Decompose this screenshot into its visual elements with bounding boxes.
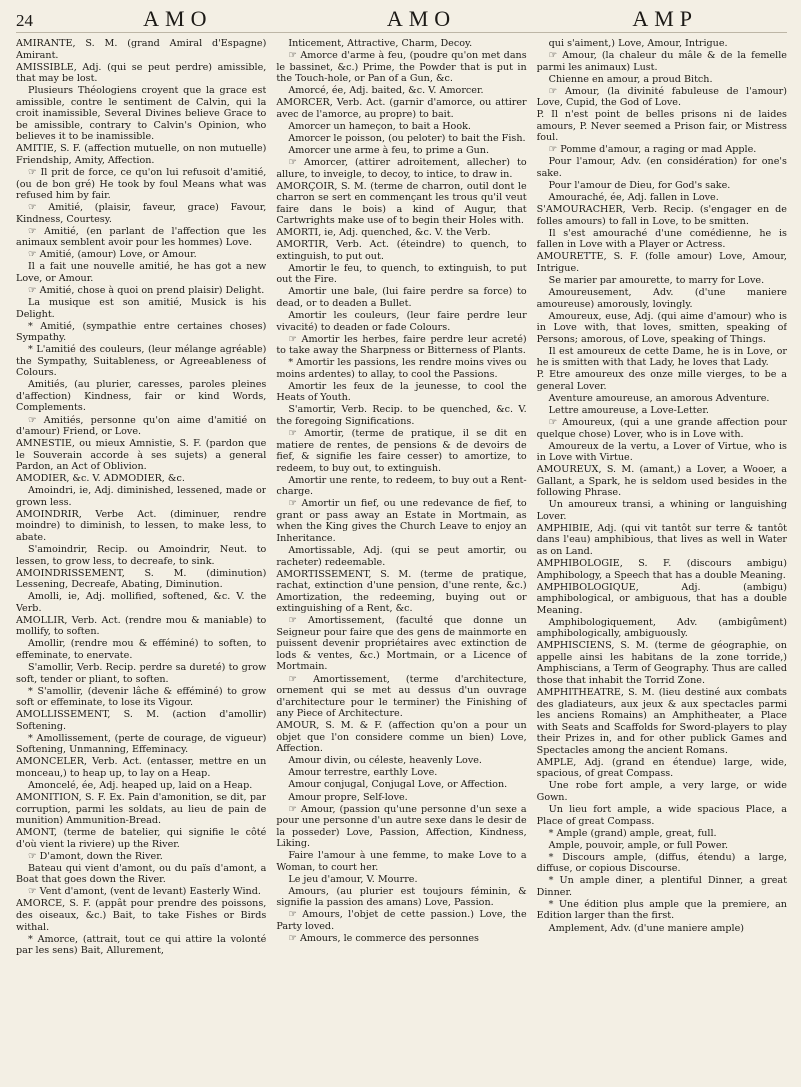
dictionary-entry: AMIRANTE, S. M. (grand Amiral d'Espagne) Amirant. [16,38,267,61]
dictionary-entry: * Discours ample, (diffus, étendu) a large, diffuse, or copious Discourse. [536,851,787,875]
column-left [16,38,266,1083]
dictionary-entry: AMORCE, S. F. (appât pour prendre des poissons, des oiseaux, &c.) Bait, to take Fishes or Birds withal. [16,898,267,933]
page-header [16,6,787,33]
page-number: 24 [16,11,33,30]
dictionary-entry: Amortir les couleurs, (leur faire perdre leur vivacité) to deaden or fade Colours. [276,310,527,333]
dictionary-entry: * S'amollir, (devenir lâche & efféminé) to grow soft or effeminate, to lose its Vigour. [16,685,267,709]
dictionary-entry: AMORÇOIR, S. M. (terme de charron, outil dont le charron se sert en commençant les trous qu'il veut faire dans le bois) a kind of Augur, that Cartwrights make use of to begin their Holes with. [276,180,527,227]
dictionary-entry: ☞ Amortissement, (terme d'architecture, ornement qui se met au dessus d'un ouvrage d'architecture pour le terminer) the Finishing of any Piece of Architecture. [276,673,527,720]
dictionary-entry: AMORTISSEMENT, S. M. (terme de pratique, rachat, extinction d'une pension, d'une rente, &c.) Amortization, the redeeming, buying out or extinguishing of a Rent, &c. [276,568,527,615]
dictionary-entry: Un amoureux transi, a whining or languishing Lover. [536,499,787,522]
dictionary-entry: AMONT, (terme de batelier, qui signifie le côté d'où vient la riviere) up the River. [16,827,267,850]
dictionary-entry: Amour divin, ou céleste, heavenly Love. [288,755,482,767]
dictionary-entry: AMODIER, &c. V. ADMODIER, &c. [16,473,185,485]
dictionary-entry: AMNESTIE, ou mieux Amnistie, S. F. (pardon que le Souverain accorde à ses sujets) a general Pardon, an Act of Oblivion. [16,438,267,473]
dictionary-entry: ☞ D'amont, down the River. [28,850,163,862]
dictionary-entry: Amplement, Adv. (d'une maniere ample) [548,922,745,934]
dictionary-entry: ☞ Pomme d'amour, a raging or mad Apple. [548,144,757,156]
dictionary-entry: Amortir une bale, (lui faire perdre sa force) to dead, or to deaden a Bullet. [276,286,527,310]
dictionary-entry: ☞ Amitié, (amour) Love, or Amour. [28,249,197,261]
dictionary-entry: S'amortir, Verb. Recip. to be quenched, &c. V. the foregoing Significations. [276,404,527,427]
dictionary-entry: Amours, (au plurier est toujours féminin, & signifie la passion des amans) Love, Passion. [276,885,527,909]
dictionary-entry: Aventure amoureuse, an amorous Adventure. [548,392,770,404]
dictionary-entry: Il est amoureux de cette Dame, he is in Love, or he is smitten with that Lady, he loves that Lady. [536,345,787,369]
dictionary-entry: Lettre amoureuse, a Love-Letter. [548,404,709,416]
dictionary-entry: Amorcé, ée, Adj. baited, &c. V. Amorcer. [288,85,484,97]
dictionary-entry: Amoncelé, ée, Adj. heaped up, laid on a Heap. [28,779,253,791]
dictionary-entry: Une robe fort ample, a very large, or wide Gown. [536,780,787,803]
dictionary-entry: ☞ Amitié, (en parlant de l'affection que les animaux semblent avoir pour les hommes) Love. [16,225,267,249]
dictionary-entry: Faire l'amour à une femme, to make Love to a Woman, to court her. [276,850,527,873]
dictionary-entry: Amollir, (rendre mou & efféminé) to soften, to effeminate, to enervate. [16,638,267,661]
dictionary-entry: Amoindri, ie, Adj. diminished, lessened, made or grown less. [16,485,267,508]
dictionary-entry: P. Il n'est point de belles prisons ni de laides amours, P. Never seemed a Prison fair, or Mistress foul. [536,109,787,144]
dictionary-entry: S'amollir, Verb. Recip. perdre sa dureté) to grow soft, tender or pliant, to soften. [16,661,267,685]
dictionary-entry: * Amollissement, (perte de courage, de vigueur) Softening, Unmanning, Effeminacy. [16,732,267,756]
dictionary-entry: * L'amitié des couleurs, (leur mélange agréable) the Sympathy, Suitableness, or Agreeableness of Colours. [16,344,267,379]
dictionary-entry: ☞ Amortir les herbes, faire perdre leur acreté) to take away the Sharpness or Bitterness of Plants. [276,333,527,357]
dictionary-entry: Il a fait une nouvelle amitié, he has got a new Love, or Amour. [16,261,267,284]
dictionary-entry: Amolli, ie, Adj. mollified, softened, &c. V. the Verb. [16,591,267,614]
dictionary-entry: ☞ Vent d'amont, (vent de levant) Easterly Wind. [28,886,261,898]
running-head-1: AMO [143,6,213,31]
dictionary-entry: ☞ Amortissement, (faculté que donne un Seigneur pour faire que des gens de mainmorte en puissent devenir propriétaires avec extinction de lods & ventes, &c.) Mortmain, or a Licence of Mortmain. [276,615,527,673]
dictionary-entry: Se marier par amourette, to marry for Love. [548,274,765,286]
dictionary-entry: ☞ Amours, l'objet de cette passion.) Love, the Party loved. [276,909,527,933]
dictionary-entry: * Ample (grand) ample, great, full. [548,827,717,839]
column-right [537,38,787,1083]
dictionary-entry: ☞ Amitiés, personne qu'on aime d'amitié on d'amour) Friend, or Love. [16,414,267,438]
dictionary-entry: ☞ Amour, (la divinité fabuleuse de l'amour) Love, Cupid, the God of Love. [536,85,787,109]
dictionary-entry: Amitiés, (au plurier, caresses, paroles pleines d'affection) Kindness, fair or kind Words, Complements. [16,379,267,414]
dictionary-entry: AMPHITHEATRE, S. M. (lieu destiné aux combats des gladiateurs, aux jeux & aux spectacles parmi les anciens Romains) an Amphitheater, a Place with Seats and Scaffolds for Sword-players to play their Prizes in, and for other publick Games and Spectacles among the ancient Romans. [536,687,787,756]
dictionary-entry: AMOLLISSEMENT, S. M. (action d'amollir) Softening. [16,709,267,732]
dictionary-entry: Amphibologiquement, Adv. (ambigûment) amphibologically, ambiguously. [536,616,787,640]
dictionary-entry: Il s'est amouraché d'une comédienne, he is fallen in Love with a Player or Actress. [536,227,787,251]
running-head-3: AMP [632,6,699,31]
dictionary-entry: Ample, pouvoir, ample, or full Power. [548,839,729,851]
dictionary-entry: Amour terrestre, earthly Love. [288,767,438,779]
dictionary-entry: Amorcer le poisson, (ou peloter) to bait the Fish. [288,132,526,144]
dictionary-entry: AMORTI, ie, Adj. quenched, &c. V. the Verb. [276,227,491,239]
dictionary-entry: AMOURETTE, S. F. (folle amour) Love, Amour, Intrigue. [536,251,787,274]
dictionary-entry: AMOUREUX, S. M. (amant,) a Lover, a Wooer, a Gallant, a Spark, he is seldom used besides in the following Phrase. [536,464,787,499]
dictionary-entry: * Amorce, (attrait, tout ce qui attire la volonté par les sens) Bait, Allurement, [16,933,267,957]
dictionary-entry: ☞ Il prit de force, ce qu'on lui refusoit d'amitié, (ou de bon gré) He took by foul Means what was refused him by fair. [16,167,267,202]
dictionary-entry: Amorcer une arme à feu, to prime a Gun. [288,144,490,156]
dictionary-entry: ☞ Amortir, (terme de pratique, il se dit en matiere de rentes, de pensions & de devoirs de fief, & signifie les faire cesser) to amortize, to redeem, to buy out, to extinguish. [276,428,527,474]
dictionary-entry: Amour propre, Self-love. [288,791,408,803]
dictionary-entry: Amortir une rente, to redeem, to buy out a Rent-charge. [276,474,527,498]
dictionary-entry: ☞ Amours, le commerce des personnes [288,933,479,945]
dictionary-entry: AMONITION, S. F. Ex. Pain d'amonition, se dit, par corruption, parmi les soldats, au lieu de pain de munition) Ammunition-Bread. [16,792,267,827]
dictionary-entry: ☞ Amour, (la chaleur du mâle & de la femelle parmi les animaux) Lust. [536,50,787,73]
dictionary-entry: * Amortir les passions, les rendre moins vives ou moins ardentes) to allay, to cool the Passions. [276,357,527,380]
dictionary-entry: ☞ Amitié, (plaisir, faveur, grace) Favour, Kindness, Courtesy. [16,202,267,225]
dictionary-entry: AMORCER, Verb. Act. (garnir d'amorce, ou attirer avec de l'amorce, au propre) to bait. [276,97,527,120]
dictionary-entry: * Une édition plus ample que la premiere, an Edition larger than the first. [536,898,787,922]
dictionary-entry: AMPHIBIE, Adj. (qui vit tantôt sur terre & tantôt dans l'eau) amphibious, that lives as well in Water as on Land. [536,522,787,558]
dictionary-entry: Le jeu d'amour, V. Mourre. [288,873,418,885]
dictionary-entry: Amortissable, Adj. (qui se peut amortir, ou racheter) redeemable. [276,545,527,568]
dictionary-entry: AMOINDRIR, Verbe Act. (diminuer, rendre moindre) to diminish, to lessen, to make less, to abate. [16,508,267,543]
dictionary-entry: ☞ Amour, (passion qu'une personne d'un sexe a pour une personne d'un autre sexe dans le desir de la posseder) Love, Passion, Affection, Kindness, Liking. [276,803,527,850]
dictionary-entry: ☞ Amorcer, (attirer adroitement, allecher) to allure, to inveigle, to decoy, to intice, to draw in. [276,156,527,180]
dictionary-entry: ☞ Amorce d'arme à feu, (poudre qu'on met dans le bassinet, &c.) Prime, the Powder that is put in the Touch-hole, or Pan of a Gun, &c. [276,50,527,85]
dictionary-entry: Amortir le feu, to quench, to extinguish, to put out the Fire. [276,262,527,286]
dictionary-entry: Pour l'amour, Adv. (en considération) for one's sake. [536,156,787,180]
dictionary-entry: Un lieu fort ample, a wide spacious Place, a Place of great Compass. [536,804,787,827]
dictionary-entry: AMPHIBOLOGIE, S. F. (discours ambigu) Amphibology, a Speech that has a double Meaning. [536,558,787,581]
dictionary-entry: Plusieurs Théologiens croyent que la grace est amissible, contre le sentiment de Calvin, qui la croit inamissible, Several Divines believe Grace to be amissible, contrary to Calvin's Opinion, who believes it to be inamissible. [16,85,267,143]
dictionary-entry: AMPHIBOLOGIQUE, Adj. (ambigu) amphibological, or ambiguous, that has a double Meaning. [536,581,787,616]
dictionary-entry: AMOLLIR, Verb. Act. (rendre mou & maniable) to mollify, to soften. [16,614,267,638]
dictionary-entry: AMONCELER, Verb. Act. (entasser, mettre en un monceau,) to heap up, to lay on a Heap. [16,756,267,779]
dictionary-entry: AMOUR, S. M. & F. (affection qu'on a pour un objet que l'on considere comme un bien) Love, Affection. [276,720,527,755]
dictionary-entry: AMISSIBLE, Adj. (qui se peut perdre) amissible, that may be lost. [16,61,267,85]
columns [16,38,787,1083]
dictionary-entry: Amortir les feux de la jeunesse, to cool the Heats of Youth. [276,380,527,404]
dictionary-entry: AMOINDRISSEMENT, S. M. (diminution) Lessening, Decreafe, Abating, Diminution. [16,567,267,591]
dictionary-entry: * Amitié, (sympathie entre certaines choses) Sympathy. [16,320,267,344]
dictionary-entry: Amouraché, ée, Adj. fallen in Love. [548,192,719,204]
dictionary-entry: AMPHISCIENS, S. M. (terme de géographie, on appelle ainsi les habitans de la zone torride,) Amphiscians, a Term of Geography. Thus are called those that inhabit the Torrid Zone. [536,640,787,687]
dictionary-entry: S'amoindrir, Recip. ou Amoindrir, Neut. to lessen, to grow less, to decreafe, to sink. [16,544,267,567]
dictionary-entry: Amoureux, euse, Adj. (qui aime d'amour) who is in Love with, that loves, smitten, speaking of Persons; amorous, of Love, speaking of Things. [536,310,787,345]
dictionary-entry: S'AMOURACHER, Verb. Recip. (s'engager en de folles amours) to fall in Love, to be smitten. [536,204,787,227]
dictionary-entry: Chienne en amour, a proud Bitch. [548,73,713,85]
column-middle [276,38,526,1083]
dictionary-entry: qui s'aiment,) Love, Amour, Intrigue. [548,38,728,49]
dictionary-entry: La musique est son amitié, Musick is his Delight. [16,297,267,320]
dictionary-entry: Amour conjugal, Conjugal Love, or Affection. [288,779,508,791]
dictionary-entry: ☞ Amitié, chose à quoi on prend plaisir) Delight. [28,284,265,296]
dictionary-entry: ☞ Amortir un fief, ou une redevance de fief, to grant or pass away an Estate in Mortmain, as when the King gives the Church Leave to enjoy an Inheritance. [276,498,527,544]
dictionary-entry: Amorcer un hameçon, to bait a Hook. [288,120,471,132]
dictionary-entry: Bateau qui vient d'amont, ou du païs d'amont, a Boat that goes down the River. [16,862,267,886]
dictionary-entry: * Un ample diner, a plentiful Dinner, a great Dinner. [536,875,787,898]
dictionary-entry: Pour l'amour de Dieu, for God's sake. [548,180,731,192]
running-head-2: AMO [386,6,457,31]
dictionary-entry: ☞ Amoureux, (qui a une grande affection pour quelque chose) Lover, who is in Love with. [536,417,787,440]
dictionary-entry: P. Etre amoureux des onze mille vierges, to be a general Lover. [536,369,787,392]
dictionary-entry: Inticement, Attractive, Charm, Decoy. [288,38,473,49]
dictionary-entry: AMPLE, Adj. (grand en étendue) large, wide, spacious, of great Compass. [536,756,787,780]
dictionary-entry: AMITIE, S. F. (affection mutuelle, on non mutuelle) Friendship, Amity, Affection. [16,143,267,166]
dictionary-entry: Amoureusement, Adv. (d'une maniere amoureuse) amorously, lovingly. [536,286,787,310]
dictionary-entry: AMORTIR, Verb. Act. (éteindre) to quench, to extinguish, to put out. [276,239,527,262]
dictionary-entry: Amoureux de la vertu, a Lover of Virtue, who is in Love with Virtue. [536,440,787,464]
